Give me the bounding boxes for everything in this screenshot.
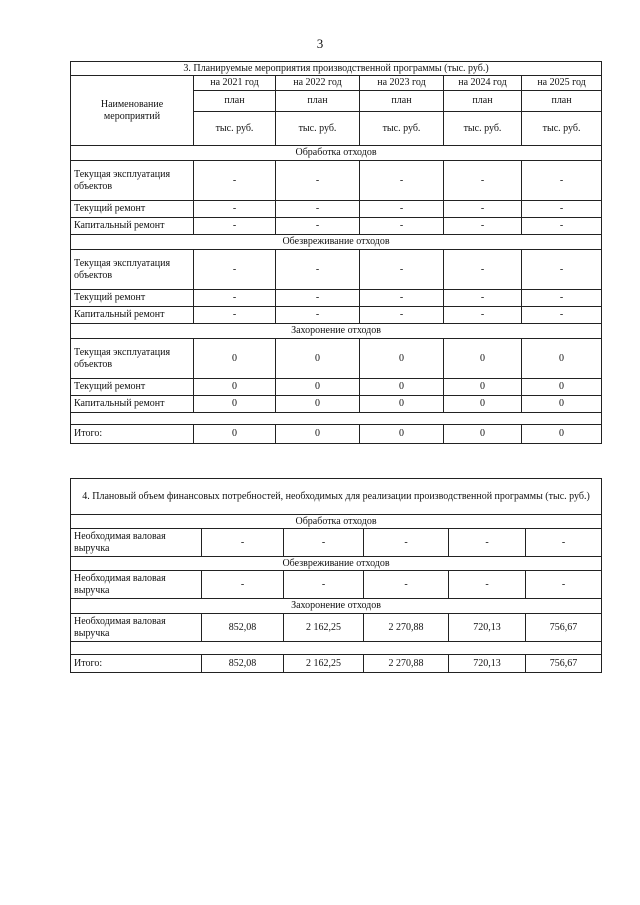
cell-value: 0 [444, 339, 522, 379]
total-value: 0 [522, 425, 602, 444]
total-value: 0 [360, 425, 444, 444]
table-row [71, 307, 602, 324]
header-plan: план [522, 91, 602, 112]
total-value: 0 [276, 425, 360, 444]
cell-value: - [276, 161, 360, 201]
header-unit: тыс. руб. [276, 112, 360, 146]
row-label: Текущий ремонт [71, 290, 194, 307]
row-label: Капитальный ремонт [71, 396, 194, 413]
cell-value: - [522, 290, 602, 307]
header-plan: план [444, 91, 522, 112]
cell-value: - [444, 218, 522, 235]
cell-value: - [364, 529, 449, 557]
cell-value: - [194, 201, 276, 218]
empty-row [71, 413, 602, 425]
total-row [71, 425, 602, 444]
cell-value: - [194, 307, 276, 324]
cell-value: 0 [522, 339, 602, 379]
table-row [71, 529, 602, 557]
cell-value: 0 [276, 396, 360, 413]
table-row [71, 571, 602, 599]
cell-value: 0 [444, 396, 522, 413]
row-label: Необходимая валовая выручка [71, 529, 202, 557]
cell-value: - [360, 161, 444, 201]
table-row [71, 290, 602, 307]
cell-value: - [526, 529, 602, 557]
header-unit: тыс. руб. [360, 112, 444, 146]
total-value: 852,08 [202, 655, 284, 673]
table-title: 4. Плановый объем финансовых потребностей, необходимых для реализации производственной программы (тыс. руб.) [71, 479, 602, 515]
cell-value: 852,08 [202, 614, 284, 642]
cell-value: - [444, 201, 522, 218]
table-row [71, 379, 602, 396]
cell-value: - [276, 290, 360, 307]
cell-value: 2 270,88 [364, 614, 449, 642]
cell-value: - [526, 571, 602, 599]
cell-value: 2 162,25 [284, 614, 364, 642]
cell-value: - [202, 529, 284, 557]
header-unit: тыс. руб. [444, 112, 522, 146]
table-row [71, 396, 602, 413]
cell-value: - [194, 218, 276, 235]
section-title: Обработка отходов [71, 515, 602, 529]
section-title: Обезвреживание отходов [71, 557, 602, 571]
cell-value: - [276, 218, 360, 235]
cell-value: 0 [360, 396, 444, 413]
cell-value: - [522, 307, 602, 324]
row-label: Текущая эксплуатация объектов [71, 161, 194, 201]
header-plan: план [360, 91, 444, 112]
table-row [71, 250, 602, 290]
total-value: 0 [444, 425, 522, 444]
section-title: Обезвреживание отходов [71, 235, 602, 250]
cell-value: - [360, 307, 444, 324]
row-label: Капитальный ремонт [71, 218, 194, 235]
table-row [71, 161, 602, 201]
cell-value: 0 [522, 396, 602, 413]
cell-value: 0 [360, 379, 444, 396]
total-row [71, 655, 602, 673]
cell-value: - [522, 250, 602, 290]
empty-row [71, 642, 602, 655]
cell-value: 0 [360, 339, 444, 379]
header-year: на 2022 год [276, 76, 360, 91]
cell-value: 0 [194, 379, 276, 396]
header-unit: тыс. руб. [522, 112, 602, 146]
cell-value: - [444, 290, 522, 307]
header-year: на 2023 год [360, 76, 444, 91]
cell-value: - [276, 307, 360, 324]
cell-value: - [444, 307, 522, 324]
header-unit: тыс. руб. [194, 112, 276, 146]
total-value: 720,13 [449, 655, 526, 673]
cell-value: - [522, 201, 602, 218]
total-value: 0 [194, 425, 276, 444]
cell-value: - [284, 529, 364, 557]
cell-value: - [444, 161, 522, 201]
cell-value: - [522, 161, 602, 201]
table-row [71, 339, 602, 379]
cell-value: - [360, 218, 444, 235]
cell-value: - [202, 571, 284, 599]
row-label: Текущая эксплуатация объектов [71, 250, 194, 290]
total-label: Итого: [71, 425, 194, 444]
cell-value: - [444, 250, 522, 290]
cell-value: 0 [276, 379, 360, 396]
cell-value: 720,13 [449, 614, 526, 642]
cell-value: 756,67 [526, 614, 602, 642]
cell-value: 0 [194, 339, 276, 379]
section-title: Захоронение отходов [71, 324, 602, 339]
cell-value: - [449, 571, 526, 599]
row-label: Капитальный ремонт [71, 307, 194, 324]
cell-value: - [360, 201, 444, 218]
header-plan: план [276, 91, 360, 112]
header-year: на 2025 год [522, 76, 602, 91]
cell-value: - [522, 218, 602, 235]
section-title: Захоронение отходов [71, 599, 602, 614]
total-value: 756,67 [526, 655, 602, 673]
cell-value: - [360, 250, 444, 290]
row-label: Текущая эксплуатация объектов [71, 339, 194, 379]
row-label: Текущий ремонт [71, 379, 194, 396]
row-label: Текущий ремонт [71, 201, 194, 218]
total-value: 2 270,88 [364, 655, 449, 673]
cell-value: - [194, 290, 276, 307]
cell-value: - [276, 201, 360, 218]
table-row [71, 614, 602, 642]
header-activity-name: Наименование мероприятий [71, 76, 194, 146]
cell-value: 0 [444, 379, 522, 396]
total-label: Итого: [71, 655, 202, 673]
cell-value: - [360, 290, 444, 307]
cell-value: 0 [522, 379, 602, 396]
table-row [71, 201, 602, 218]
header-year: на 2021 год [194, 76, 276, 91]
header-plan: план [194, 91, 276, 112]
cell-value: - [194, 250, 276, 290]
page-number: 3 [316, 36, 324, 51]
total-value: 2 162,25 [284, 655, 364, 673]
cell-value: 0 [194, 396, 276, 413]
cell-value: - [449, 529, 526, 557]
row-label: Необходимая валовая выручка [71, 614, 202, 642]
row-label: Необходимая валовая выручка [71, 571, 202, 599]
financial-needs-table [70, 478, 602, 673]
table-title: 3. Планируемые мероприятия производственной программы (тыс. руб.) [71, 62, 602, 76]
cell-value: 0 [276, 339, 360, 379]
section-title: Обработка отходов [71, 146, 602, 161]
cell-value: - [276, 250, 360, 290]
planned-activities-table [70, 61, 602, 444]
cell-value: - [194, 161, 276, 201]
table-row [71, 218, 602, 235]
header-year: на 2024 год [444, 76, 522, 91]
cell-value: - [284, 571, 364, 599]
cell-value: - [364, 571, 449, 599]
